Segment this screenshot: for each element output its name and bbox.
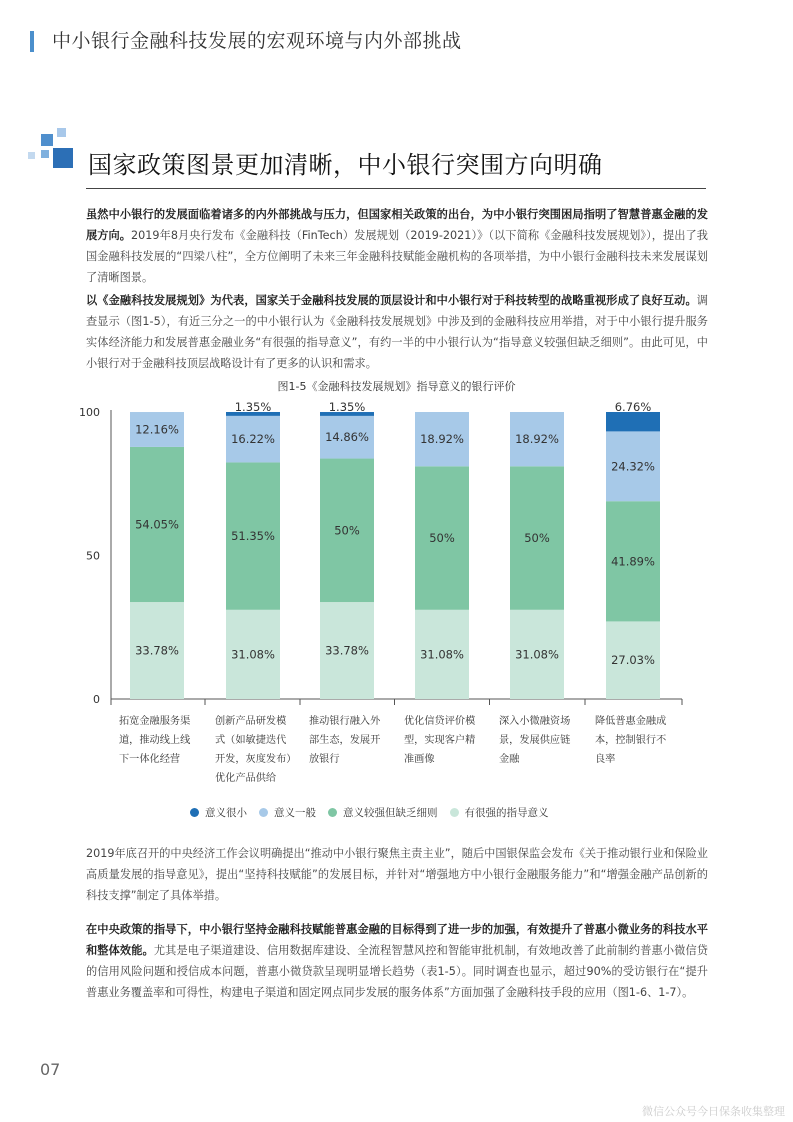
paragraph-3 bbox=[86, 843, 708, 906]
data-label: 6.76% bbox=[614, 400, 652, 414]
category-label-line: 优化产品供给 bbox=[215, 773, 277, 784]
data-label: 18.92% bbox=[420, 432, 464, 447]
category-label-line: 良率 bbox=[595, 754, 616, 765]
category-label-line: 型，实现客户精 bbox=[404, 735, 476, 746]
category-label-line: 开发，灰度发布） bbox=[215, 754, 297, 765]
decorative-square-5 bbox=[41, 150, 49, 158]
data-label: 54.05% bbox=[135, 517, 179, 532]
bar-segment bbox=[606, 412, 660, 431]
data-label: 1.35% bbox=[328, 400, 366, 415]
category-label bbox=[404, 712, 500, 769]
legend-item-average bbox=[259, 805, 316, 820]
category-label-line: 放银行 bbox=[309, 754, 340, 765]
decorative-square-4 bbox=[53, 148, 73, 168]
legend-label: 意义较强但缺乏细则 bbox=[343, 807, 438, 819]
category-label-line: 降低普惠金融成 bbox=[595, 716, 667, 727]
y-tick-label: 0 bbox=[93, 693, 100, 706]
paragraph-4-lead: 在中央政策的指导下，中小银行坚持金融科技赋能普惠金融的目标得到了进一步的加强，有效提升了普惠小微业务的科技水平和整体效能。 bbox=[86, 923, 708, 957]
data-label: 18.92% bbox=[515, 432, 559, 447]
data-label: 33.78% bbox=[135, 643, 179, 658]
decorative-square-1 bbox=[41, 134, 53, 146]
category-label-line: 创新产品研发模 bbox=[215, 716, 287, 727]
legend-item-strong-lacking-detail bbox=[328, 805, 438, 820]
running-header-title: 中小银行金融科技发展的宏观环境与内外部挑战 bbox=[52, 30, 462, 52]
chart-title: 图1-5《金融科技发展规划》指导意义的银行评价 bbox=[277, 380, 516, 393]
data-label: 31.08% bbox=[231, 647, 275, 662]
chart-legend bbox=[190, 805, 549, 820]
category-label-line: 式（如敏捷迭代 bbox=[215, 735, 287, 746]
legend-label: 意义很小 bbox=[205, 807, 247, 819]
y-tick-label: 50 bbox=[86, 549, 100, 563]
paragraph-2 bbox=[86, 290, 708, 374]
category-label bbox=[119, 712, 215, 769]
category-label-line: 金融 bbox=[499, 754, 520, 765]
legend-label: 意义一般 bbox=[274, 807, 316, 819]
legend-dot bbox=[259, 808, 268, 817]
category-label bbox=[595, 712, 691, 769]
category-label-line: 推动银行融入外 bbox=[309, 716, 381, 727]
legend-label: 有很强的指导意义 bbox=[464, 807, 549, 819]
legend-dot bbox=[190, 808, 199, 817]
data-label: 33.78% bbox=[325, 643, 369, 658]
paragraph-4-body: 尤其是电子渠道建设、信用数据库建设、全流程智慧风控和智能审批机制，有效地改善了此前制约普惠小微信贷的信用风险问题和授信成本问题，普惠小微贷款呈现明显增长趋势（表1-5）。同时调查也显示，超过90%的受访银行在“提升普惠业务覆盖率和可得性，构建电子渠道和固定网点同步发展的服务体系”方面加强了金融科技手段的应用（图1-6、1-7）。 bbox=[86, 944, 708, 999]
data-label: 31.08% bbox=[420, 647, 464, 662]
data-label: 50% bbox=[524, 531, 550, 546]
data-label: 50% bbox=[429, 531, 455, 546]
category-label-line: 拓宽金融服务渠 bbox=[119, 716, 191, 727]
data-label: 12.16% bbox=[135, 422, 179, 437]
paragraph-3-body: 2019年底召开的中央经济工作会议明确提出“推动中小银行聚焦主责主业”，随后中国银保监会发布《关于推动银行业和保险业高质量发展的指导意见》，提出“坚持科技赋能”的发展目标，并针对“增强地方中小银行金融服务能力”和“增强金融产品创新的科技支撑”制定了具体举措。 bbox=[86, 847, 708, 902]
category-label-line: 优化信贷评价模 bbox=[404, 716, 476, 727]
data-label: 24.32% bbox=[611, 459, 655, 474]
legend-item-very-strong bbox=[450, 805, 549, 820]
category-label-line: 下一体化经营 bbox=[119, 754, 181, 765]
legend-item-very-small bbox=[190, 805, 247, 820]
section-title: 国家政策图景更加清晰，中小银行突围方向明确 bbox=[88, 151, 603, 179]
section-divider bbox=[86, 188, 706, 189]
decorative-square-2 bbox=[57, 128, 66, 137]
paragraph-1-lead: 虽然中小银行的发展面临着诸多的内外部挑战与压力，但国家相关政策的出台，为中小银行突围困局指明了智慧普惠金融的发展方向。 bbox=[86, 208, 708, 242]
category-label bbox=[215, 712, 311, 788]
data-label: 41.89% bbox=[611, 554, 655, 569]
data-label: 51.35% bbox=[231, 529, 275, 544]
category-label-line: 部生态，发展开 bbox=[309, 735, 381, 746]
category-label bbox=[309, 712, 405, 769]
legend-dot bbox=[450, 808, 459, 817]
header-accent-bar bbox=[30, 31, 34, 52]
legend-dot bbox=[328, 808, 337, 817]
y-tick-label: 100 bbox=[79, 406, 100, 419]
category-label-line: 道，推动线上线 bbox=[119, 735, 191, 746]
paragraph-4 bbox=[86, 919, 708, 1003]
page-number: 07 bbox=[40, 1060, 61, 1079]
paragraph-2-body: 调查显示（图1-5），有近三分之一的中小银行认为《金融科技发展规划》中涉及到的金融科技应用举措，对于中小银行提升服务实体经济能力和发展普惠金融业务“有很强的指导意义”，有约一半的中小银行认为“指导意义较强但缺乏细则”。由此可见，中小银行对于金融科技顶层战略设计有了更多的认识和需求。 bbox=[86, 294, 708, 370]
paragraph-1 bbox=[86, 204, 708, 288]
stacked-bar-chart bbox=[0, 395, 793, 715]
category-label-line: 本，控制银行不 bbox=[595, 735, 667, 746]
data-label: 27.03% bbox=[611, 653, 655, 668]
paragraph-1-body: 2019年8月央行发布《金融科技（FinTech）发展规划（2019-2021）》（以下简称《金融科技发展规划》），提出了我国金融科技发展的“四梁八柱”，全方位阐明了未来三年金融科技赋能金融机构的各项举措，为中小银行金融科技未来发展谋划了清晰图景。 bbox=[86, 229, 708, 284]
data-label: 50% bbox=[334, 523, 360, 538]
decorative-square-3 bbox=[28, 152, 35, 159]
paragraph-2-lead: 以《金融科技发展规划》为代表，国家关于金融科技发展的顶层设计和中小银行对于科技转型的战略重视形成了良好互动。 bbox=[86, 294, 697, 307]
category-label-line: 深入小微融资场 bbox=[499, 716, 571, 727]
watermark: 微信公众号今日保条收集整理 bbox=[642, 1105, 785, 1118]
data-label: 14.86% bbox=[325, 430, 369, 445]
category-label-line: 准画像 bbox=[404, 754, 435, 765]
data-label: 31.08% bbox=[515, 647, 559, 662]
data-label: 1.35% bbox=[234, 400, 272, 414]
category-label-line: 景，发展供应链 bbox=[499, 735, 571, 746]
category-label bbox=[499, 712, 595, 769]
data-label: 16.22% bbox=[231, 432, 275, 447]
